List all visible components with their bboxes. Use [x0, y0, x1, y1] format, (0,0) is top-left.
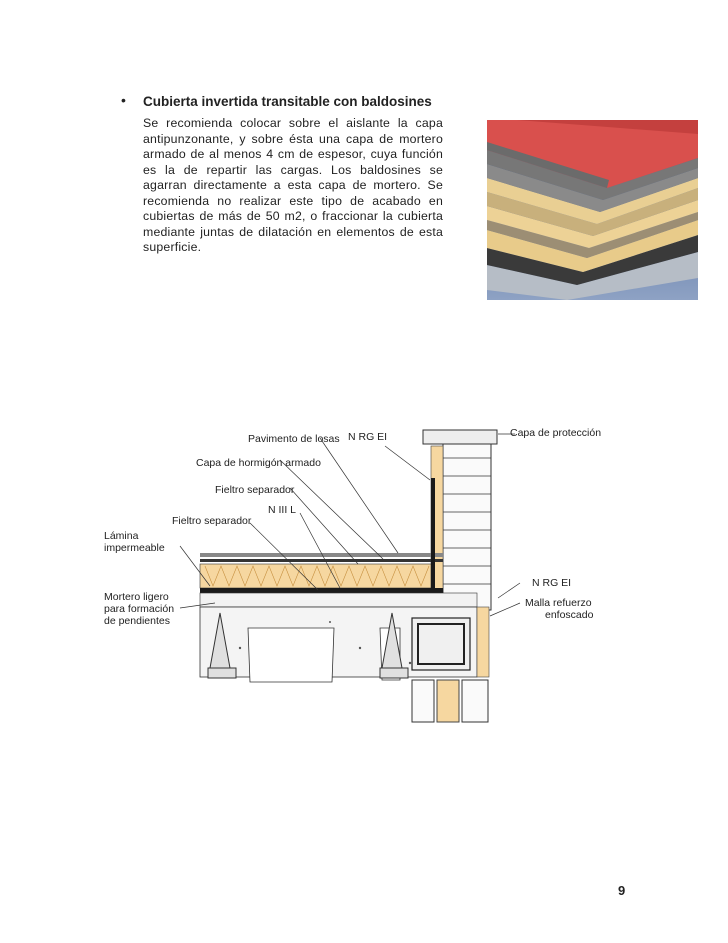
inverted-roof-section-diagram: [100, 418, 620, 728]
bullet-point: •: [121, 92, 126, 108]
label-capa-proteccion: Capa de protección: [510, 427, 602, 439]
label-fieltro-2: Fieltro separador: [172, 515, 252, 527]
label-mortero-3: de pendientes: [104, 615, 170, 627]
label-fieltro-1: Fieltro separador: [215, 484, 295, 496]
label-malla-1: Malla refuerzo: [525, 597, 592, 609]
page-number: 9: [618, 883, 626, 898]
section-paragraph: Se recomienda colocar sobre el aislante la capa antipunzonante, y sobre ésta una capa de mortero armado de al menos 4 cm de espesor, cuya función es la de repartir las cargas. Los baldosines se agarran directamente a esta capa de mortero. Se recomienda no realizar este tipo de acabado en cubiertas de más de 50 m2, o fraccionar la cubierta mediante juntas de dilatación en elementos de esta superficie.: [143, 116, 443, 254]
label-lamina-1: Lámina: [104, 530, 139, 542]
section-heading: Cubierta invertida transitable con baldosines: [143, 94, 432, 109]
label-nrgei-top: N RG EI: [348, 431, 388, 443]
label-malla-2: enfoscado: [545, 609, 594, 621]
label-hormigon: Capa de hormigón armado: [196, 457, 321, 469]
label-mortero-1: Mortero ligero: [104, 591, 169, 603]
roof-layers-photo: [487, 120, 698, 300]
label-nrgei-right: N RG EI: [532, 577, 572, 589]
label-mortero-2: para formación: [104, 603, 175, 615]
label-pavimento: Pavimento de losas: [248, 433, 340, 445]
label-lamina-2: impermeable: [104, 542, 165, 554]
label-n3l: N III L: [268, 504, 297, 516]
